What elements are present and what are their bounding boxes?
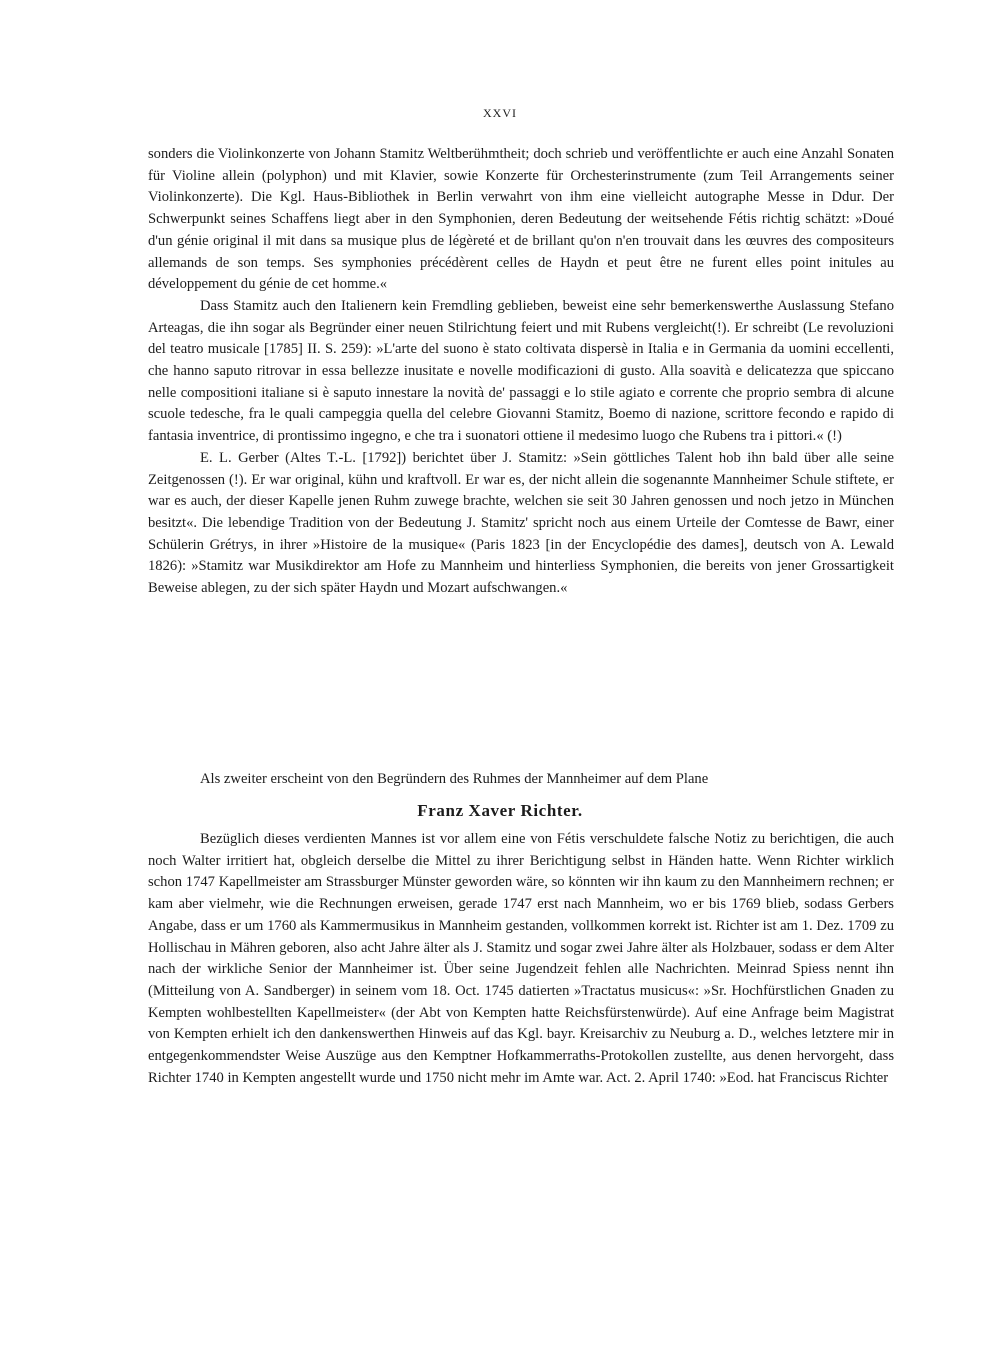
paragraph-arteaga: Dass Stamitz auch den Italienern kein Fremdling geblieben, beweist eine sehr bemerkenswerthe Auslassung Stefano Arteagas, die ihn sogar als Begründer einer neuen Stilrichtung feiert und mit Rubens vergleicht(!). Er schreibt (Le revoluzioni del teatro musicale [1785] II. S. 259): »L'arte del suono è stato coltivata dispersè in Italia e in Germania da uomini eccellenti, che hanno saputo ritrovar in essa bellezze inusitate e novelle modificazioni di gusto. Alla soavità e delicatezza que spiccano nelle compositioni italiane si è saputo innestare la novità de' passaggi e lo stile agiato e corrente che proprio sembra di alcune scuole tedesche, fra le quali campeggia quella del celebre Giovanni Stamitz, Boemo di nazione, scrittore fecondo e rapido di fantasia inventrice, di prontissimo ingegno, e che tra i suonatori ottiene il medesimo luogo che Rubens tra i pittori.« (!) — [148, 297, 894, 445]
body-text-transition — [148, 769, 894, 791]
section-heading-richter: Franz Xaver Richter. — [417, 801, 583, 820]
paragraph-violin-concertos: sonders die Violinkonzerte von Johann Stamitz Weltberühmtheit; doch schrieb und veröffentlichte er auch eine Anzahl Sonaten für Violine allein (polyphon) und mit Klavier, sowie Konzerte für Orchesterinstrumente (zum Teil Arrangements seiner Violinkonzerte). Die Kgl. Haus-Bibliothek in Berlin verwahrt von ihm eine vielleicht autographe Messe in Ddur. Der Schwerpunkt seines Schaffens liegt aber in den Symphonien, deren Bedeutung der weitsehende Fétis richtig schätzt: »Doué d'un génie original il mit dans sa musique plus de légèreté et de brillant qu'on n'en trouvait dans les œuvres des compositeurs allemands de son temps. Ses symphonies précédèrent celles de Haydn et peut être ne furent elles point initules au développement du génie de cet homme.« — [148, 146, 894, 293]
page-number: XXVI — [483, 106, 517, 120]
body-text-upper — [148, 144, 894, 600]
paragraph-richter: Bezüglich dieses verdienten Mannes ist vor allem eine von Fétis verschuldete falsche Notiz zu berichtigen, die auch noch Walter irritiert hat, obgleich derselbe die Mittel zu ihrer Berichtigung selbst in Händen hatte. Wenn Richter wirklich schon 1747 Kapellmeister am Strassburger Münster geworden wäre, so könnten wir ihn kaum zu den Mannheimern rechnen; er kam aber vielmehr, wie die Rechnungen erweisen, gerade 1747 erst nach Mannheim, wo er bis 1769 blieb, sodass Gerbers Angabe, dass er um 1760 als Kammermusikus in Mannheim gestanden, vollkommen korrekt ist. Richter ist am 1. Dez. 1709 zu Hollischau in Mähren geboren, also acht Jahre älter als J. Stamitz und sogar zwei Jahre älter als Holzbauer, sodass er dem Alter nach der wirkliche Senior der Mannheimer ist. Über seine Jugendzeit fehlen alle Nachrichten. Meinrad Spiess nennt ihn (Mitteilung von A. Sandberger) in seinem vom 18. Oct. 1745 datierten »Tractatus musicus«: »Sr. Hochfürstlichen Gnaden zu Kempten wohlbestellten Kapellmeister« (der Abt von Kempten hatte Reichsfürstenwürde). Auf eine Anfrage beim Magistrat von Kempten erhielt ich den dankenswerthen Hinweis auf das Kgl. bayr. Kreisarchiv zu Neuburg a. D., welches letztere mir in entgegenkommendster Weise Auszüge aus den Kemptner Hofkammerraths-Protokollen zustellte, aus denen hervorgeht, dass Richter 1740 in Kempten angestellt wurde und 1750 nicht mehr im Amte war. Act. 2. April 1740: »Eod. hat Franciscus Richter — [148, 831, 894, 1086]
paragraph-transition: Als zweiter erscheint von den Begründern des Ruhmes der Mannheimer auf dem Plane — [200, 771, 709, 787]
paragraph-gerber: E. L. Gerber (Altes T.-L. [1792]) berichtet über J. Stamitz: »Sein göttliches Talent hob ihn bald über alle seine Zeitgenossen (!). Er war original, kühn und kraftvoll. Er war es, der nicht allein die sogenannte Mannheimer Schule stiftete, er war es auch, der dieser Kapelle jenen Ruhm zuwege brachte, welchen sie seit 30 Jahren genossen und noch jetzo in München besitzt«. Die lebendige Tradition von der Bedeutung J. Stamitz' spricht noch aus einem Urteile der Comtesse de Bawr, einer Schülerin Grétrys, in ihrer »Histoire de la musique« (Paris 1823 [in der Encyclopédie des dames], deutsch von A. Lewald 1826): »Stamitz war Musikdirektor am Hofe zu Mannheim und hinterliess Symphonien, die bereits von jener Grossartigkeit Beweise ablegen, zu der sich später Haydn und Mozart aufschwangen.« — [148, 449, 894, 597]
body-text-lower — [148, 829, 894, 1089]
